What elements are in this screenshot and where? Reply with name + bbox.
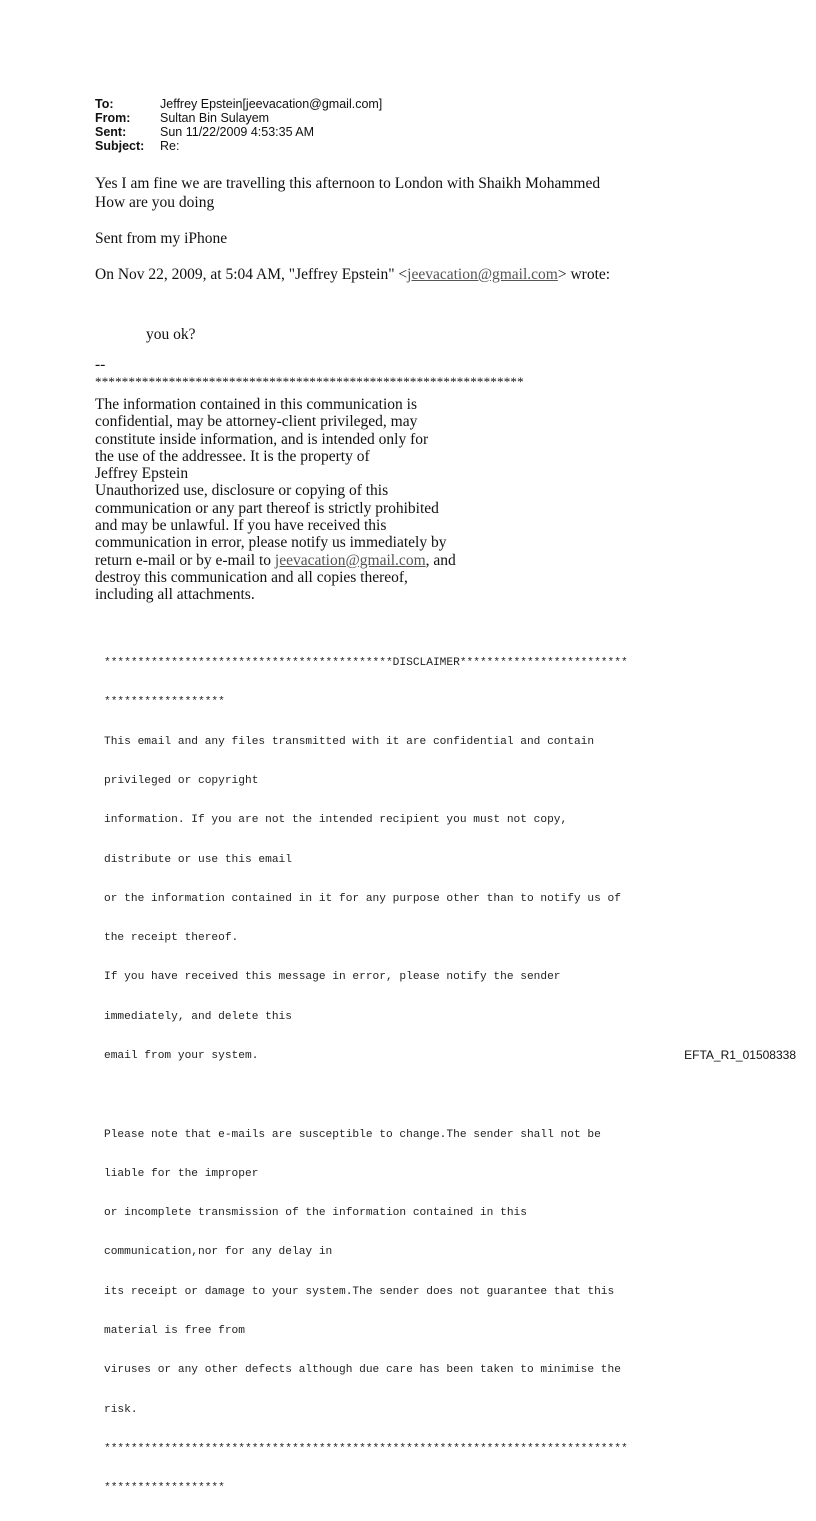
notice-line: communication or any part thereof is strictly prohibited — [95, 499, 439, 517]
notice-line: constitute inside information, and is intended only for — [95, 430, 429, 448]
disclaimer-line — [104, 1089, 628, 1102]
disclaimer-line: or the information contained in it for any purpose other than to notify us of — [104, 892, 621, 905]
sent-label: Sent: — [95, 125, 127, 139]
notice-line: Jeffrey Epstein — [95, 465, 189, 483]
disclaimer-line: information. If you are not the intended recipient you must not copy, — [104, 814, 568, 827]
notice-line: Unauthorized use, disclosure or copying of this — [95, 482, 389, 500]
message-body — [95, 174, 600, 212]
disclaimer-block — [104, 631, 628, 1521]
sent-from-signature: Sent from my iPhone — [95, 230, 228, 247]
quote-email-link[interactable]: jeevacation@gmail.com — [407, 266, 558, 283]
from-row — [95, 111, 382, 125]
disclaimer-line: risk. — [104, 1403, 138, 1416]
disclaimer-line: viruses or any other defects although due care has been taken to minimise the — [104, 1364, 621, 1377]
disclaimer-line: immediately, and delete this — [104, 1010, 292, 1023]
notice-return-line — [95, 552, 495, 569]
disclaimer-line: ****************** — [104, 696, 225, 709]
notice-line: communication in error, please notify us immediately by — [95, 534, 447, 552]
from-label: From: — [95, 111, 131, 125]
disclaimer-line: material is free from — [104, 1324, 245, 1337]
to-row — [95, 97, 382, 111]
sent-value: Sun 11/22/2009 4:53:35 AM — [160, 125, 315, 139]
quote-attribution — [95, 265, 610, 284]
notice-line: the use of the addressee. It is the property of — [95, 447, 370, 465]
message-line-1: Yes I am fine we are travelling this afternoon to London with Shaikh Mohammed — [95, 175, 601, 192]
disclaimer-line: ****************************************************************************** — [104, 1442, 628, 1455]
disclaimer-line: the receipt thereof. — [104, 932, 239, 945]
sent-row — [95, 125, 382, 139]
disclaimer-line: Please note that e-mails are susceptible to change.The sender shall not be — [104, 1128, 601, 1141]
message-line-2: How are you doing — [95, 194, 215, 211]
notice-line: destroy this communication and all copies thereof, — [95, 568, 408, 586]
notice-line: The information contained in this communication is — [95, 396, 417, 413]
confidentiality-notice — [95, 396, 495, 604]
quote-prefix: On Nov 22, 2009, at 5:04 AM, "Jeffrey Epstein" < — [95, 266, 408, 283]
disclaimer-line: communication,nor for any delay in — [104, 1246, 333, 1259]
return-email-link[interactable]: jeevacation@gmail.com — [274, 551, 426, 569]
document-id: EFTA_R1_01508338 — [684, 1048, 796, 1062]
disclaimer-line: email from your system. — [104, 1050, 259, 1062]
to-label: To: — [95, 97, 114, 111]
subject-value: Re: — [160, 139, 180, 153]
to-value: Jeffrey Epstein[jeevacation@gmail.com] — [160, 97, 383, 111]
subject-row — [95, 139, 382, 153]
notice-line: and may be unlawful. If you have received this — [95, 517, 387, 535]
disclaimer-line: ****************** — [104, 1482, 225, 1495]
email-header-block — [95, 97, 382, 153]
subject-label: Subject: — [95, 139, 145, 153]
return-suffix: , and — [425, 551, 456, 569]
signature-dashes: -- — [95, 356, 106, 373]
disclaimer-line: *******************************************DISCLAIMER************************* — [104, 657, 628, 670]
from-value: Sultan Bin Sulayem — [160, 111, 270, 125]
disclaimer-line: This email and any files transmitted with it are confidential and contain — [104, 735, 595, 748]
quoted-message: you ok? — [146, 326, 196, 343]
disclaimer-line: distribute or use this email — [104, 853, 292, 866]
disclaimer-line: If you have received this message in error, please notify the sender — [104, 971, 561, 984]
return-prefix: return e-mail or by e-mail to — [95, 551, 275, 569]
disclaimer-line: or incomplete transmission of the information contained in this — [104, 1207, 527, 1220]
disclaimer-line: liable for the improper — [104, 1167, 259, 1180]
disclaimer-line: its receipt or damage to your system.The sender does not guarantee that this — [104, 1285, 615, 1298]
disclaimer-line: privileged or copyright — [104, 775, 259, 788]
quote-suffix: > wrote: — [557, 266, 611, 283]
notice-line: confidential, may be attorney-client privileged, may — [95, 413, 418, 431]
stars-separator: **************************************************************** — [95, 374, 524, 389]
notice-line: including all attachments. — [95, 586, 255, 604]
